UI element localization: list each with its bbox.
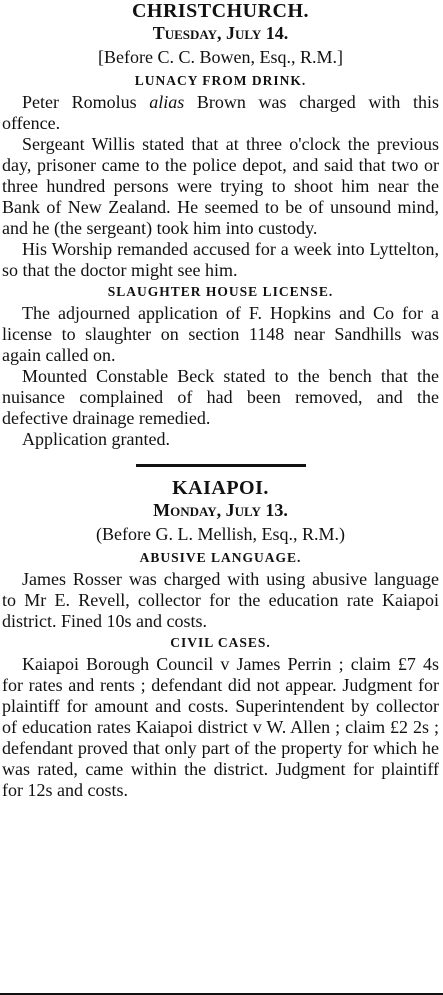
- lunacy-subheading: LUNACY FROM DRINK.: [134, 73, 307, 88]
- civil-paragraph-1: Kaiapoi Borough Council v James Perrin ; claim £7 4s for rates and rents ; defendant did not appear. Judgment for plaintiff for amount and costs. Superintendent by collector of education rates Kaiapoi district v W. Allen ; claim £2 2s ; defendant proved that only part of the property for which he was rated, came within the district. Judgment for plaintiff for 12s and costs.: [2, 654, 439, 800]
- slaughter-paragraph-3: Application granted.: [22, 429, 170, 449]
- lunacy-paragraph-2: Sergeant Willis stated that at three o'clock the previous day, prisoner came to the police depot, and said that two or three hundred persons were trying to shoot him near the Bank of New Zealand. He seemed to be of unsound mind, and he (the sergeant) took him into custody.: [2, 134, 439, 238]
- christchurch-section: [2, 0, 439, 450]
- slaughter-paragraph-2: Mounted Constable Beck stated to the bench that the nuisance complained of had been removed, and the defective drainage remedied.: [2, 366, 439, 428]
- lunacy-paragraph-1: [2, 92, 439, 134]
- slaughter-paragraph-1: The adjourned application of F. Hopkins and Co for a license to slaughter on section 1148 near Sandhills was again called on.: [2, 303, 439, 365]
- kaiapoi-heading: KAIAPOI.: [172, 477, 269, 499]
- abusive-paragraph-1: James Rosser was charged with using abusive language to Mr E. Revell, collector for the education rate Kaiapoi district. Fined 10s and costs.: [2, 569, 439, 631]
- kaiapoi-section: [2, 477, 439, 801]
- civil-subheading: CIVIL CASES.: [170, 635, 271, 650]
- lunacy-paragraph-3: His Worship remanded accused for a week into Lyttelton, so that the doctor might see him.: [2, 239, 439, 280]
- kaiapoi-date: Monday, July 13.: [153, 500, 288, 520]
- christchurch-heading: CHRISTCHURCH.: [131, 0, 310, 22]
- lunacy-p1-end: Brown was charged with this offence.: [2, 92, 440, 133]
- kaiapoi-magistrate: (Before G. L. Mellish, Esq., R.M.): [96, 524, 345, 544]
- lunacy-p1-alias: alias: [149, 92, 185, 112]
- section-divider: [136, 464, 306, 467]
- christchurch-date: Tuesday, July 14.: [152, 23, 289, 43]
- slaughter-subheading: SLAUGHTER HOUSE LICENSE.: [107, 284, 334, 299]
- christchurch-magistrate: [Before C. C. Bowen, Esq., R.M.]: [98, 47, 343, 67]
- abusive-subheading: ABUSIVE LANGUAGE.: [139, 550, 302, 565]
- lunacy-p1-start: Peter Romolus: [22, 92, 150, 112]
